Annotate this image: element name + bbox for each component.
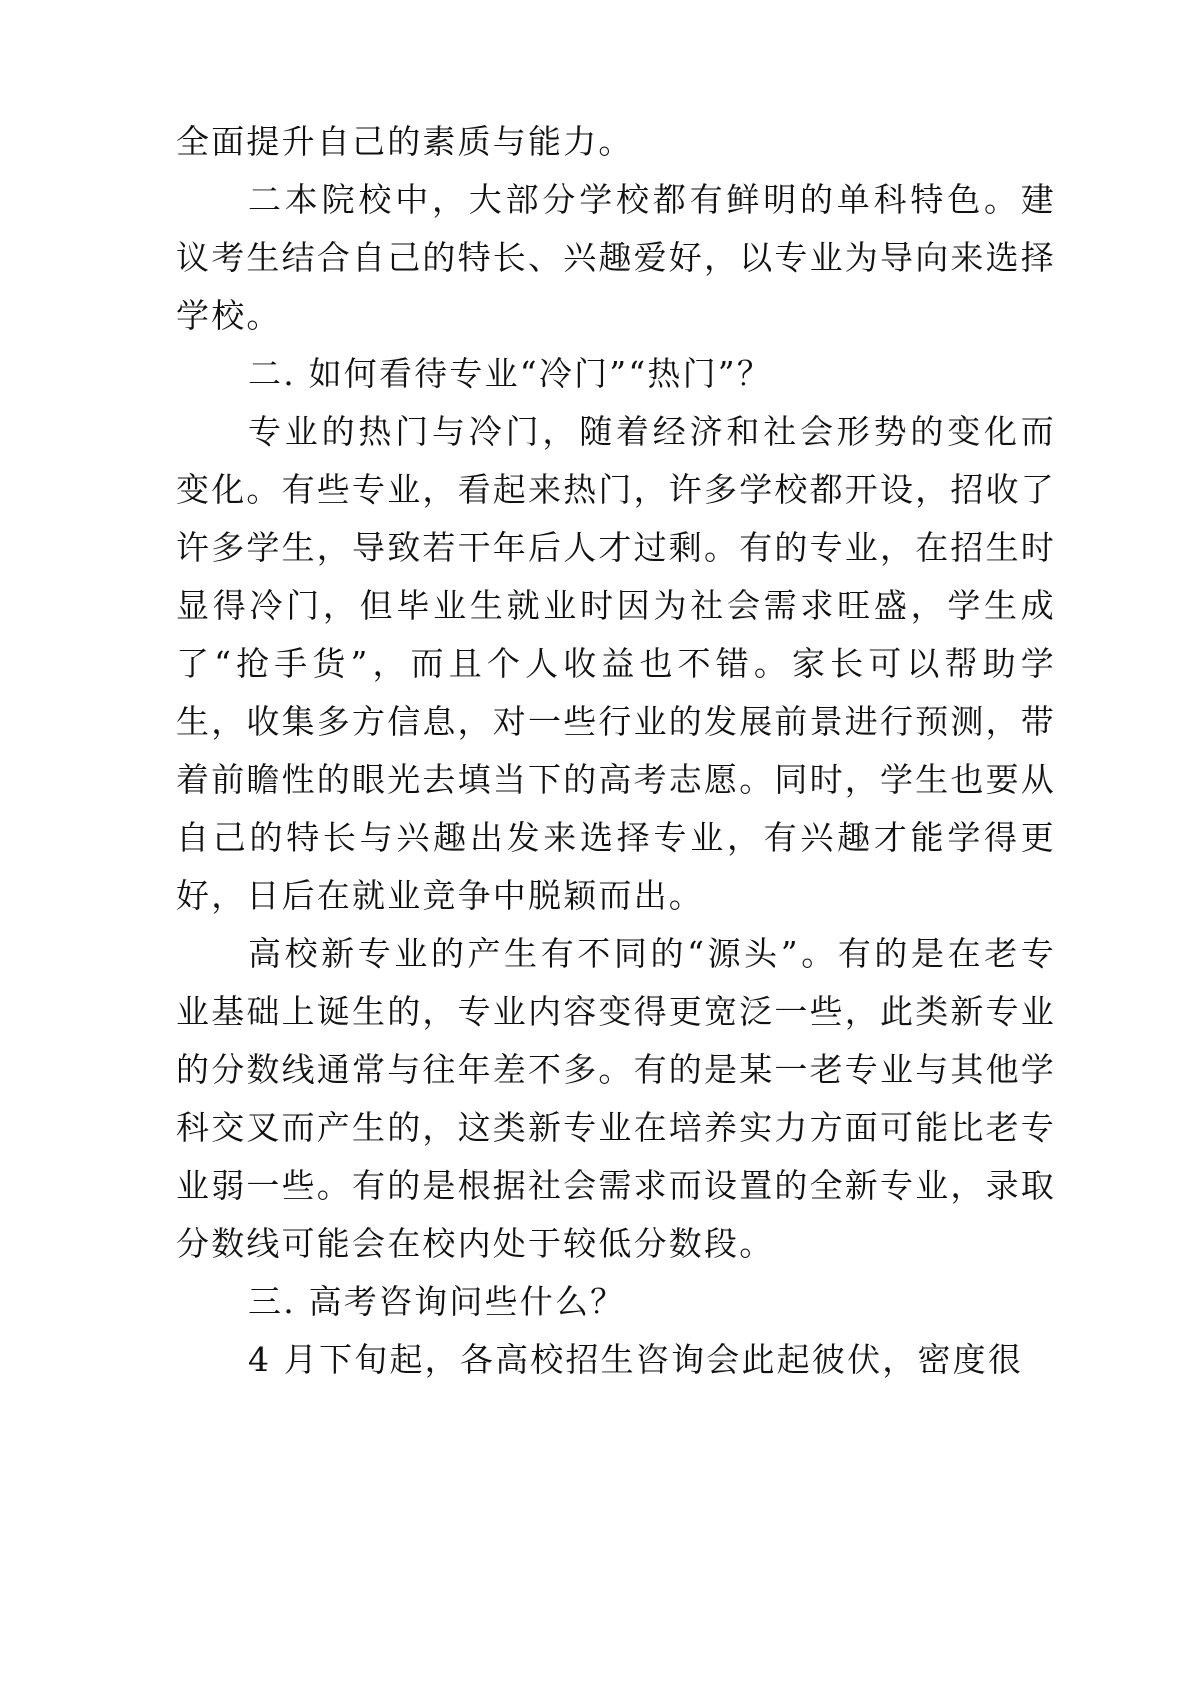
paragraph-continuation: 全面提升自己的素质与能力。 [176, 122, 634, 161]
paragraph-new-majors: 高校新专业的产生有不同的“源头”。有的是在老专业基础上诞生的，专业内容变得更宽泛一些，此类新专业的分数线通常与往年差不多。有的是某一老专业与其他学科交叉而产生的，这类新专业在培养实力方面可能比老专业弱一些。有的是根据社会需求而设置的全新专业，录取分数线可能会在校内处于较低分数段。 [176, 934, 1056, 1263]
paragraph-consultation: 4 月下旬起，各高校招生咨询会此起彼伏，密度很 [248, 1340, 1024, 1379]
paragraph-hot-cold-majors: 专业的热门与冷门，随着经济和社会形势的变化而变化。有些专业，看起来热门，许多学校都开设，招收了许多学生，导致若干年后人才过剩。有的专业，在招生时显得冷门，但毕业生就业时因为社会需求旺盛，学生成了“抢手货”，而且个人收益也不错。家长可以帮助学生，收集多方信息，对一些行业的发展前景进行预测，带着前瞻性的眼光去填当下的高考志愿。同时，学生也要从自己的特长与兴趣出发来选择专业，有兴趣才能学得更好，日后在就业竞争中脱颖而出。 [176, 412, 1056, 915]
section-heading-hot-cold-majors: 二. 如何看待专业“冷门”“热门”？ [248, 354, 773, 393]
paragraph-second-tier-schools: 二本院校中，大部分学校都有鲜明的单科特色。建议考生结合自己的特长、兴趣爱好，以专业为导向来选择学校。 [176, 180, 1056, 335]
document-body [176, 113, 1056, 1389]
section-heading-consultation: 三. 高考咨询问些什么？ [248, 1282, 626, 1321]
